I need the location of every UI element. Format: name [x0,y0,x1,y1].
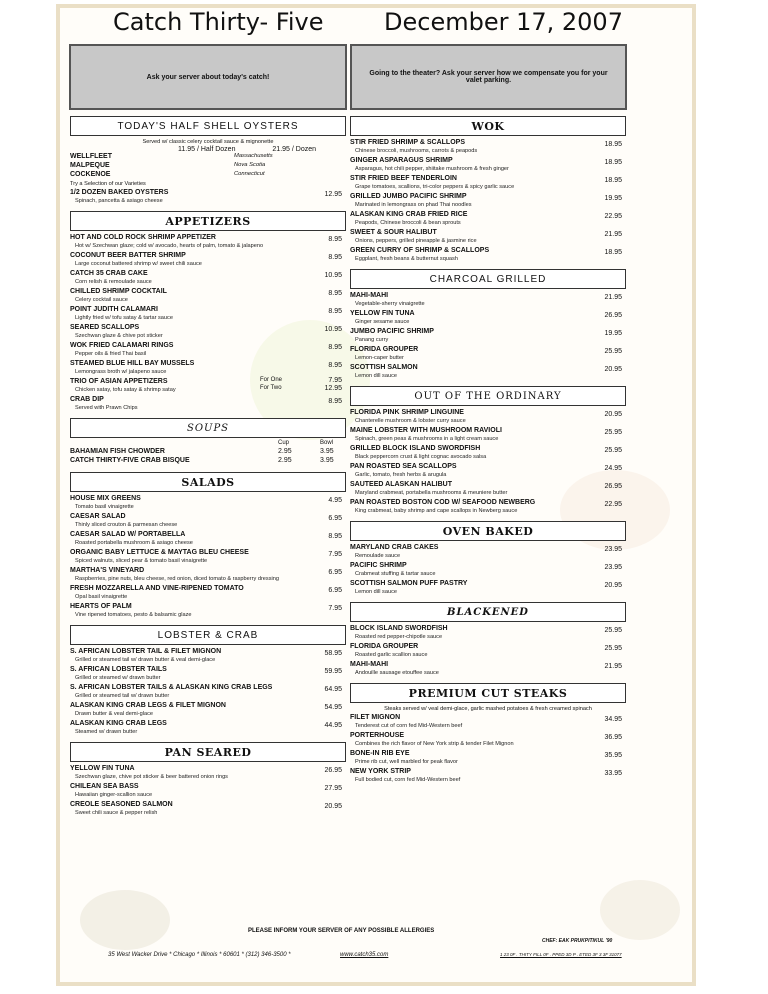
item-price: 23.95 [604,546,622,553]
menu-item [70,584,346,601]
item-price: 18.95 [604,177,622,184]
appetizers-section [70,233,346,412]
item-price: 10.95 [324,326,342,333]
menu-item [70,188,346,205]
menu-item [350,327,626,344]
item-name: MAHI-MAHI [350,292,389,299]
item-name: CRAB DIP [70,396,104,403]
item-description: Corn relish & remoulade sauce [75,279,152,285]
item-name: YELLOW FIN TUNA [70,765,135,772]
item-price: 20.95 [604,366,622,373]
oyster-location: Massachusetts [234,153,273,159]
item-price: 25.95 [604,627,622,634]
item-price: 7.95 [328,605,342,612]
item-name: TRIO OF ASIAN APPETIZERS [70,378,168,385]
item-description: Vegetable-sherry vinaigrette [355,301,425,307]
item-price: 34.95 [604,716,622,723]
wok-section [350,138,626,263]
item-name: JUMBO PACIFIC SHRIMP [350,328,434,335]
menu-item [350,561,626,578]
menu-item [70,782,346,799]
menu-item [350,767,626,784]
item-price: 8.95 [328,533,342,540]
chef-credit: CHEF: EAK PRUKPITIKUL '90 [542,938,613,944]
item-name: GINGER ASPARAGUS SHRIMP [350,157,453,164]
item-price: 21.95 [604,231,622,238]
item-name: CAESAR SALAD W/ PORTABELLA [70,531,186,538]
item-name: STIR FRIED SHRIMP & SCALLOPS [350,139,465,146]
item-price: 23.95 [604,564,622,571]
lobster-header: LOBSTER & CRAB [70,625,346,645]
item-description: Hot w/ Szechwan glaze; cold w/ avocado, hearts of palm, tomato & jalapeno [75,243,264,249]
item-name: NEW YORK STRIP [350,768,411,775]
item-description: Onions, peppers, grilled pineapple & jasmine rice [355,238,477,244]
item-name: ORGANIC BABY LETTUCE & MAYTAG BLEU CHEESE [70,549,249,556]
menu-item [350,210,626,227]
item-name: ALASKAN KING CRAB LEGS [70,720,167,727]
item-description: Pepper oils & fried Thai basil [75,351,147,357]
item-description: Roasted portabella mushroom & asiago cheese [75,540,193,546]
pan-seared-header: PAN SEARED [70,742,346,762]
item-name: CAESAR SALAD [70,513,126,520]
menu-item [350,291,626,308]
item-description: Szechwan glaze & chive pot sticker [75,333,163,339]
item-name: S. AFRICAN LOBSTER TAILS & ALASKAN KING CRAB LEGS [70,684,273,691]
item-price: 8.95 [328,290,342,297]
item-description: Chicken satay, tofu satay & shrimp satay [75,387,176,393]
item-description: Crabmeat stuffing & tartar sauce [355,571,436,577]
item-description: Peapods, Chinese broccoli & bean sprouts [355,220,461,226]
item-name: BLOCK ISLAND SWORDFISH [350,625,448,632]
allergy-notice: PLEASE INFORM YOUR SERVER OF ANY POSSIBLE ALLERGIES [248,928,435,934]
menu-item [70,251,346,268]
item-name: SWEET & SOUR HALIBUT [350,229,437,236]
item-description: Large coconut battered shrimp w/ sweet chili sauce [75,261,202,267]
item-description: Panang curry [355,337,389,343]
menu-item [70,683,346,700]
menu-item [70,359,346,376]
item-name: HOT AND COLD ROCK SHRIMP APPETIZER [70,234,216,241]
item-description: Lemon-caper butter [355,355,404,361]
oyster-location: Connecticut [234,171,265,177]
oven-section [350,543,626,596]
item-name: ALASKAN KING CRAB FRIED RICE [350,211,468,218]
item-description: Roasted red pepper-chipotle sauce [355,634,443,640]
item-name: GREEN CURRY OF SHRIMP & SCALLOPS [350,247,490,254]
trio-price-one: 7.95 [328,377,342,384]
item-price: 24.95 [604,465,622,472]
steaks-header: PREMIUM CUT STEAKS [350,683,626,703]
blackened-section [350,624,626,677]
item-description: Eggplant, fresh beans & butternut squash [355,256,458,262]
item-name: PAN ROASTED SEA SCALLOPS [350,463,457,470]
item-description: Celery cocktail sauce [75,297,128,303]
item-name: SCOTTISH SALMON [350,364,418,371]
oyster-location: Nova Scotia [234,162,266,168]
website-link[interactable]: www.catch35.com [340,952,389,958]
item-description: Chanterelle mushroom & lobster curry sauce [355,418,466,424]
oyster-variety [70,171,346,180]
item-name: MAHI-MAHI [350,661,389,668]
item-price: 6.95 [328,515,342,522]
item-description: Lemon dill sauce [355,373,397,379]
menu-item [70,233,346,250]
item-description: Raspberries, pine nuts, bleu cheese, red onion, diced tomato & raspberry dressing [75,576,279,582]
oyster-name: MALPEQUE [70,162,110,169]
menu-item [350,408,626,425]
item-description: King crabmeat, baby shrimp and cape scallops in Newberg sauce [355,508,518,514]
item-description: Sweet chili sauce & pepper relish [75,810,158,816]
blackened-header: BLACKENED [350,602,626,622]
item-name: CHILEAN SEA BASS [70,783,139,790]
item-description: Asparagus, hot chili pepper, shiitake mushroom & fresh ginger [355,166,509,172]
lobster-section [70,647,346,736]
bowl-label: Bowl [320,440,334,446]
item-description: Grilled or steamed tail w/ drawn butter & veal demi-glace [75,657,216,663]
item-price: 35.95 [604,752,622,759]
menu-item [70,647,346,664]
item-description: Black peppercorn crust & light cognac avocado salsa [355,454,487,460]
item-name: FLORIDA PINK SHRIMP LINGUINE [350,409,464,416]
item-price: 44.95 [324,722,342,729]
item-name: CREOLE SEASONED SALMON [70,801,173,808]
oysters-try-note: Try a Selection of our Varieties [70,181,146,187]
menu-item [70,764,346,781]
item-description: Marinated in lemongrass on phad Thai noodles [355,202,472,208]
dozen-price: 21.95 / Dozen [272,146,316,153]
item-name: FILET MIGNON [350,714,401,721]
item-price: 22.95 [604,501,622,508]
item-price: 33.95 [604,770,622,777]
item-name: SEARED SCALLOPS [70,324,140,331]
menu-item [350,731,626,748]
item-description: Spiced walnuts, sliced pear & tomato basil vinaigrette [75,558,208,564]
item-price: 36.95 [604,734,622,741]
item-price: 20.95 [604,411,622,418]
item-description: Roasted garlic scallion sauce [355,652,428,658]
item-price: 12.95 [324,191,342,198]
item-name: FLORIDA GROUPER [350,346,419,353]
menu-item [350,480,626,497]
item-name: FRESH MOZZARELLA AND VINE-RIPENED TOMATO [70,585,244,592]
menu-item [70,305,346,322]
item-name: COCONUT BEER BATTER SHRIMP [70,252,186,259]
oysters-served-note: Served w/ classic celery cocktail sauce & mignonette [142,139,274,145]
item-description: Garlic, tomato, fresh herbs & arugula [355,472,447,478]
menu-item [350,579,626,596]
item-name: MARYLAND CRAB CAKES [350,544,439,551]
menu-item [70,287,346,304]
item-price: 4.95 [328,497,342,504]
cup-price: 2.95 [278,457,292,464]
item-name: STIR FRIED BEEF TENDERLOIN [350,175,457,182]
soups-column-heads [70,440,346,448]
item-price: 7.95 [328,551,342,558]
item-price: 26.95 [604,483,622,490]
item-price: 6.95 [328,569,342,576]
todays-catch-notice: Ask your server about today's catch! [69,44,347,110]
item-description: Lemon dill sauce [355,589,397,595]
salads-header: SALADS [70,472,346,492]
item-description: Hawaiian ginger-scallion sauce [75,792,153,798]
menu-item [350,345,626,362]
item-name: S. AFRICAN LOBSTER TAILS [70,666,167,673]
item-name: PORTERHOUSE [350,732,405,739]
menu-item [350,246,626,263]
item-price: 8.95 [328,398,342,405]
decorative-shell [600,880,680,940]
valet-notice: Going to the theater? Ask your server how we compensate you for your valet parking. [350,44,627,110]
charcoal-section [350,291,626,380]
item-price: 25.95 [604,447,622,454]
item-price: 18.95 [604,141,622,148]
item-description: Steamed w/ drawn butter [75,729,138,735]
menu-item [350,138,626,155]
menu-item [70,602,346,619]
menu-item [70,665,346,682]
item-price: 25.95 [604,429,622,436]
item-price: 21.95 [604,663,622,670]
item-price: 8.95 [328,308,342,315]
menu-item [70,566,346,583]
menu-item [70,548,346,565]
item-name: STEAMED BLUE HILL BAY MUSSELS [70,360,195,367]
item-price: 26.95 [604,312,622,319]
menu-item [350,309,626,326]
menu-date: December 17, 2007 [384,8,623,36]
item-description: Remoulade sauce [355,553,401,559]
ordinary-section [350,408,626,515]
item-description: Ginger sesame sauce [355,319,410,325]
menu-item [70,800,346,817]
oyster-name: COCKENOE [70,171,111,178]
item-name: HEARTS OF PALM [70,603,132,610]
menu-item [350,713,626,730]
item-name: FLORIDA GROUPER [350,643,419,650]
menu-item [350,426,626,443]
item-price: 18.95 [604,249,622,256]
item-price: 20.95 [324,803,342,810]
bowl-price: 3.95 [320,448,334,455]
item-price: 59.95 [324,668,342,675]
item-description: Tomato basil vinaigrette [75,504,134,510]
item-description: Combines the rich flavor of New York strip & tender Filet Mignon [355,741,514,747]
item-name: CHILLED SHRIMP COCKTAIL [70,288,167,295]
menu-item [350,156,626,173]
soup-row [70,457,346,466]
steaks-section [350,705,626,784]
menu-item [350,363,626,380]
item-description: Maryland crabmeat, portabella mushrooms & meuniere butter [355,490,508,496]
charcoal-header: CHARCOAL GRILLED [350,269,626,289]
item-price: 54.95 [324,704,342,711]
item-price: 8.95 [328,236,342,243]
item-name: CATCH 35 CRAB CAKE [70,270,148,277]
item-name: CATCH THIRTY-FIVE CRAB BISQUE [70,457,190,464]
menu-item [350,642,626,659]
item-name: HOUSE MIX GREENS [70,495,141,502]
item-description: Spinach, pancetta & asiago cheese [75,198,163,204]
menu-item [350,498,626,515]
wok-header: WOK [350,116,626,136]
oyster-variety [70,153,346,162]
menu-item [350,462,626,479]
cup-price: 2.95 [278,448,292,455]
item-price: 18.95 [604,159,622,166]
item-name: WOK FRIED CALAMARI RINGS [70,342,174,349]
menu-item [70,512,346,529]
item-description: Spinach, green peas & mushrooms in a light cream sauce [355,436,499,442]
item-description: Grilled or steamed tail w/ drawn butter [75,693,170,699]
half-dozen-price: 11.95 / Half Dozen [178,146,236,153]
item-name: PACIFIC SHRIMP [350,562,407,569]
item-price: 22.95 [604,213,622,220]
menu-item [350,749,626,766]
item-name: 1/2 DOZEN BAKED OYSTERS [70,189,169,196]
item-name: SAUTEED ALASKAN HALIBUT [350,481,453,488]
menu-item [350,660,626,677]
item-price: 8.95 [328,254,342,261]
menu-item [350,444,626,461]
menu-item [70,341,346,358]
menu-item [350,543,626,560]
appetizers-header: APPETIZERS [70,211,346,231]
pan-seared-section [70,764,346,817]
item-name: SCOTTISH SALMON PUFF PASTRY [350,580,468,587]
item-description: Andouille sausage etouffee sauce [355,670,439,676]
menu-item [70,323,346,340]
item-price: 8.95 [328,362,342,369]
menu-item [70,494,346,511]
item-price: 27.95 [324,785,342,792]
item-price: 8.95 [328,344,342,351]
item-name: MAINE LOBSTER WITH MUSHROOM RAVIOLI [350,427,502,434]
item-description: Served with Prawn Chips [75,405,138,411]
item-name: GRILLED BLOCK ISLAND SWORDFISH [350,445,481,452]
item-name: S. AFRICAN LOBSTER TAIL & FILET MIGNON [70,648,222,655]
menu-item [350,228,626,245]
item-name: ALASKAN KING CRAB LEGS & FILET MIGNON [70,702,226,709]
item-name: PAN ROASTED BOSTON COD W/ SEAFOOD NEWBERG [350,499,536,506]
item-description: Drawn butter & veal demi-glace [75,711,154,717]
item-description: Opal basil vinaigrette [75,594,128,600]
decorative-shell [80,890,170,950]
item-price: 25.95 [604,645,622,652]
item-price: 20.95 [604,582,622,589]
item-description: Szechwan glaze, chive pot sticker & beer battered onion rings [75,774,228,780]
item-price: 26.95 [324,767,342,774]
soup-row [70,448,346,457]
salads-section [70,494,346,619]
menu-item [350,174,626,191]
item-name: BAHAMIAN FISH CHOWDER [70,448,165,455]
item-description: Lightly fried w/ tofu satay & tartar sauce [75,315,173,321]
menu-item [70,530,346,547]
menu-item [350,192,626,209]
menu-item [70,395,346,412]
restaurant-title: Catch Thirty- Five [113,8,324,36]
item-price: 6.95 [328,587,342,594]
steaks-note: Steaks served w/ veal demi-glace, garlic mashed potatoes & fresh creamed spinach [384,706,592,712]
item-description: Tenderest cut of corn fed Mid-Western beef [355,723,463,729]
item-price: 58.95 [324,650,342,657]
trio-for-two-label: For Two [260,385,282,391]
footer-disclaimer: 1 23 0F . THITY FILL 0F . PPED 3D P . ETED 3F 3 3F 31077 [500,952,622,957]
item-price: 25.95 [604,348,622,355]
menu-item [70,269,346,286]
item-name: MARTHA'S VINEYARD [70,567,145,574]
soups-header: SOUPS [70,418,346,438]
restaurant-address: 35 West Wacker Drive * Chicago * Illinois * 60601 * (312) 346-3500 * [108,952,291,958]
item-name: BONE-IN RIB EYE [350,750,410,757]
right-column [350,116,626,790]
item-price: 19.95 [604,330,622,337]
oysters-section [70,138,346,205]
oysters-header: TODAY'S HALF SHELL OYSTERS [70,116,346,136]
item-description: Grilled or steamed w/ drawn butter [75,675,161,681]
ordinary-header: OUT OF THE ORDINARY [350,386,626,406]
oven-header: OVEN BAKED [350,521,626,541]
item-name: POINT JUDITH CALAMARI [70,306,158,313]
left-column [70,116,346,823]
soups-section [70,440,346,466]
item-price: 19.95 [604,195,622,202]
item-description: Chinese broccoli, mushrooms, carrots & peapods [355,148,478,154]
item-price: 64.95 [324,686,342,693]
item-description: Lemongrass broth w/ jalapeno sauce [75,369,167,375]
trio-item [70,377,346,394]
item-description: Thinly sliced crouton & parmesan cheese [75,522,178,528]
item-description: Vine ripened tomatoes, pesto & balsamic glaze [75,612,192,618]
item-description: Grape tomatoes, scallions, tri-color peppers & spicy garlic sauce [355,184,515,190]
bowl-price: 3.95 [320,457,334,464]
oysters-prices [70,146,346,153]
oyster-name: WELLFLEET [70,153,112,160]
item-description: Full bodied cut, corn fed Mid-Western beef [355,777,461,783]
trio-price-two: 12.95 [324,385,342,392]
trio-for-one-label: For One [260,377,283,383]
oyster-variety [70,162,346,171]
item-price: 21.95 [604,294,622,301]
menu-item [70,701,346,718]
item-price: 10.95 [324,272,342,279]
item-name: YELLOW FIN TUNA [350,310,415,317]
item-description: Prime rib cut, well marbled for peak flavor [355,759,458,765]
menu-item [70,719,346,736]
cup-label: Cup [278,440,290,446]
menu-item [350,624,626,641]
item-name: GRILLED JUMBO PACIFIC SHRIMP [350,193,467,200]
